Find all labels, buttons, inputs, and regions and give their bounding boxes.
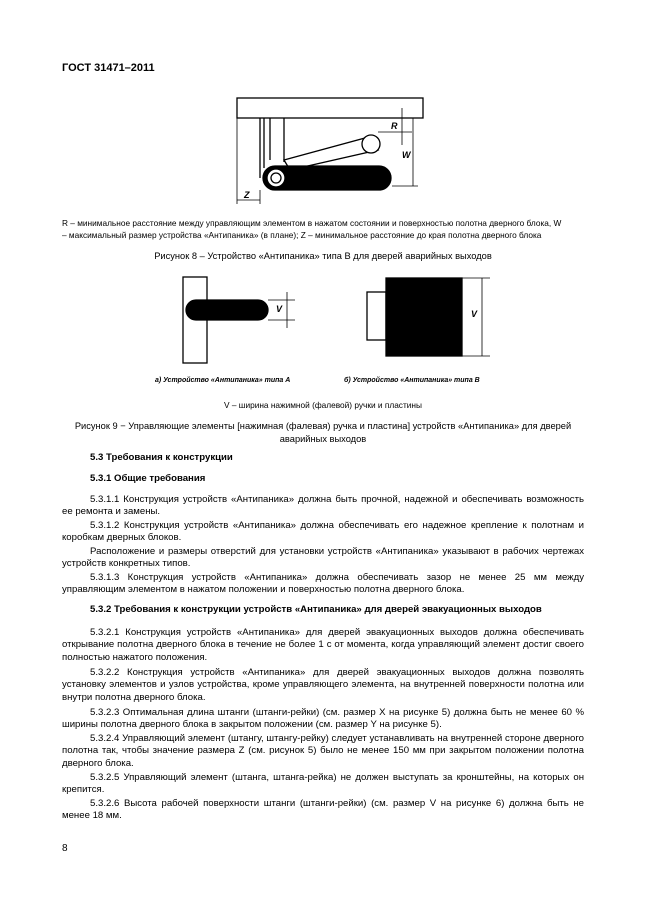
paragraph-5-3-1-1: 5.3.1.1 Конструкция устройств «Антипаника» должна быть прочной, надежной и обеспечивать возможность ее ремонта и замены. (62, 494, 584, 518)
paragraph-5-3-2-6: 5.3.2.6 Высота рабочей поверхности штанги (штанги-рейки) (см. размер V на рисунке 6) должна быть не менее 18 мм. (62, 798, 584, 822)
figure-8-title: Рисунок 8 – Устройство «Антипаника» типа B для дверей аварийных выходов (154, 251, 492, 261)
figure-9-sub-a: а) Устройство «Антипаника» типа A (155, 377, 291, 384)
paragraph-5-3-2-1: 5.3.2.1 Конструкция устройств «Антипаника» для дверей эвакуационных выходов должна обеспечивать открывание полотна дверного блока в течение не более 1 с от момента, когда управляющий элемент достиг своего полностью нажатого положения. (62, 627, 584, 663)
figure-9-title-line-1: Рисунок 9 − Управляющие элементы [нажимная (фалевая) ручка и пластина] устройств «Антипаника» для дверей (74, 421, 572, 431)
section-5-3-heading: 5.3 Требования к конструкции (90, 452, 233, 463)
figure-8-legend-line-2: – максимальный размер устройства «Антипаника» (в плане); Z – минимальное расстояние до края полотна дверного блока (62, 230, 542, 240)
label-Z: Z (244, 190, 250, 200)
push-handle-a (186, 300, 268, 320)
figure-9-shapes (183, 277, 490, 363)
label-W: W (402, 150, 411, 160)
document-header: ГОСТ 31471–2011 (62, 62, 155, 74)
paragraph-5-3-2-4: 5.3.2.4 Управляющий элемент (штангу, штангу-рейку) следует устанавливать на внутренней стороне дверного полотна так, чтобы значение размера Z (см. рисунок 5) было не менее 150 мм при закрытом положении полотна дверного блока. (62, 733, 584, 769)
label-R: R (391, 121, 398, 131)
section-5-3-2-heading: 5.3.2 Требования к конструкции устройств «Антипаника» для дверей эвакуационных выходов (90, 604, 542, 615)
figure-9-legend: V – ширина нажимной (фалевой) ручки и пластины (224, 400, 422, 410)
paragraph-5-3-2-2: 5.3.2.2 Конструкция устройств «Антипаника» для дверей эвакуационных выходов должна позволять установку элементов и узлов устройства, кроме управляющего элемента, на внутренней поверхности полотна или внутри полотна дверного блока. (62, 667, 584, 703)
section-5-3-1-heading: 5.3.1 Общие требования (90, 473, 206, 484)
paragraph-5-3-2-5: 5.3.2.5 Управляющий элемент (штанга, штанга-рейка) не должен выступать за кронштейны, на которых он крепится. (62, 772, 584, 796)
bracket-b (367, 292, 386, 340)
figure-9-title (62, 420, 584, 446)
label-V-b: V (471, 309, 478, 319)
page-number: 8 (62, 843, 68, 854)
push-plate-b (386, 278, 462, 356)
label-V-a: V (276, 304, 283, 314)
figure-9-title-line-2: аварийных выходов (279, 434, 367, 444)
figure-8-legend-line-1: R – минимальное расстояние между управляющим элементом в нажатом состоянии и поверхностью полотна дверного блока, W (62, 218, 562, 228)
paragraph-5-3-1-3: 5.3.1.3 Конструкция устройств «Антипаника» должна обеспечивать зазор не менее 25 мм между управляющим элементом в нажатом положении и поверхностью полотна дверного блока. (62, 572, 584, 596)
figure-9-sub-b: б) Устройство «Антипаника» типа B (344, 377, 480, 384)
paragraph-holes: Расположение и размеры отверстий для установки устройств «Антипаника» указывают в рабочих чертежах устройств конкретных типов. (62, 546, 584, 570)
paragraph-5-3-1-2: 5.3.1.2 Конструкция устройств «Антипаника» должна обеспечивать его надежное крепление к полотнам и коробкам дверных блоков. (62, 520, 584, 544)
paragraph-5-3-2-3: 5.3.2.3 Оптимальная длина штанги (штанги-рейки) (см. размер X на рисунке 5) должна быть не менее 60 % ширины полотна дверного блока в закрытом положении (см. размер Y на рисунке 5). (62, 707, 584, 731)
figure-9-drawing (0, 0, 646, 400)
